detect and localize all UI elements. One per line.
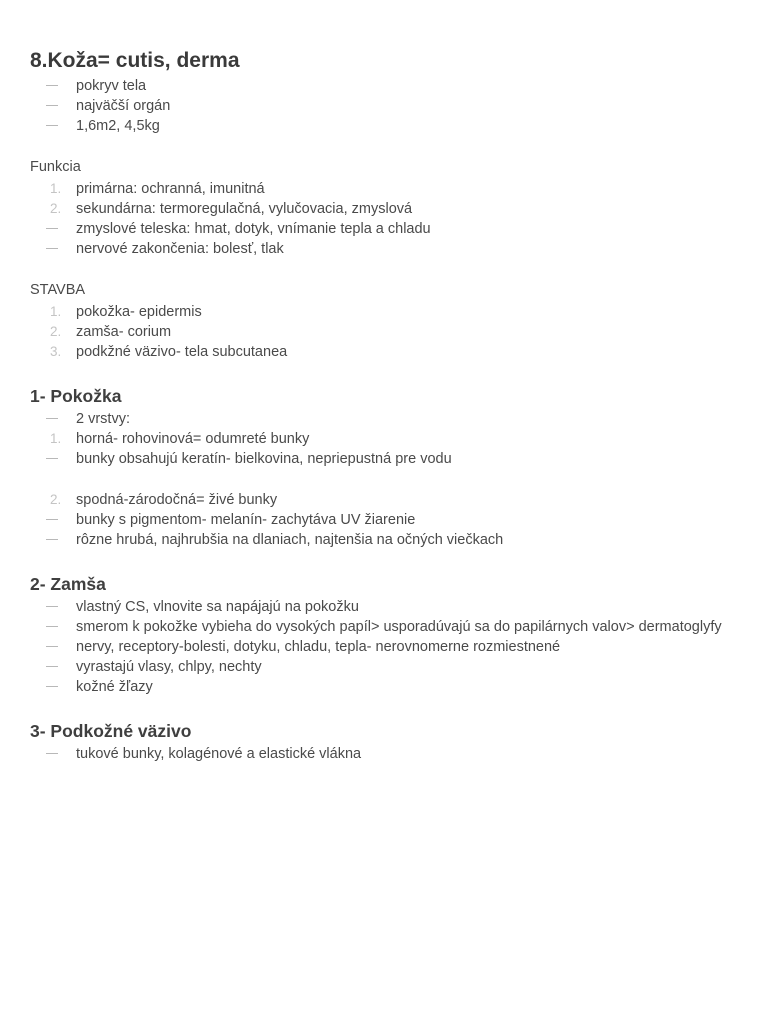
list-item [30,429,738,449]
podkozne-list [30,744,738,764]
stavba-list [30,302,738,362]
list-item [30,637,738,657]
list-item-text: smerom k pokožke vybieha do vysokých papíl> usporadúvajú sa do papilárnych valov> dermatoglyfy [76,619,722,635]
list-item-text: sekundárna: termoregulačná, vylučovacia, zmyslová [76,201,413,217]
list-number: 3. [50,344,62,359]
section-heading-zamsa: 2- Zamša [30,574,106,594]
list-item [30,76,738,96]
list-item-text: vlastný CS, vlnovite sa napájajú na pokožku [76,599,359,615]
list-item-text: pokožka- epidermis [76,304,202,320]
list-item [30,657,738,677]
spacer [30,362,738,384]
section-heading-pokozka: 1- Pokožka [30,386,122,406]
list-item [30,597,738,617]
list-item-text: horná- rohovinová= odumreté bunky [76,431,310,447]
list-item [30,617,738,637]
pokozka-list-a [30,409,738,469]
list-item [30,239,738,259]
list-item [30,199,738,219]
list-item [30,179,738,199]
list-item [30,409,738,429]
list-item [30,219,738,239]
list-item-text: primárna: ochranná, imunitná [76,181,265,197]
list-item [30,449,738,469]
list-item [30,322,738,342]
list-item-text: spodná-zárodočná= živé bunky [76,492,278,508]
list-item [30,116,738,136]
list-item-text: bunky s pigmentom- melanín- zachytáva UV žiarenie [76,512,416,528]
zamsa-list [30,597,738,697]
list-item-text: zamša- corium [76,324,172,340]
list-item [30,302,738,322]
list-item [30,510,738,530]
stavba-label: STAVBA [30,282,86,298]
list-number: 2. [50,324,62,339]
spacer [30,697,738,719]
list-item-text: bunky obsahujú keratín- bielkovina, nepriepustná pre vodu [76,451,452,467]
list-number: 1. [50,181,62,196]
list-item-text: najväčší orgán [76,98,171,114]
note-title: 8.Koža= cutis, derma [30,49,240,72]
list-item-text: pokryv tela [76,78,147,94]
funkcia-label: Funkcia [30,159,81,175]
list-item-text: 2 vrstvy: [76,411,130,427]
list-item-text: nervy, receptory-bolesti, dotyku, chladu, tepla- nerovnomerne rozmiestnené [76,639,561,655]
list-item-text: 1,6m2, 4,5kg [76,118,160,134]
list-item [30,490,738,510]
spacer [30,136,738,157]
list-item-text: kožné žľazy [76,679,153,695]
intro-list [30,76,738,136]
list-item [30,677,738,697]
spacer [30,550,738,572]
section-heading-podkozne: 3- Podkožné väzivo [30,721,192,741]
spacer [30,469,738,490]
list-item-text: zmyslové teleska: hmat, dotyk, vnímanie tepla a chladu [76,221,431,237]
spacer [30,259,738,280]
list-item-text: nervové zakončenia: bolesť, tlak [76,241,284,257]
list-item [30,96,738,116]
list-item-text: vyrastajú vlasy, chlpy, nechty [76,659,262,675]
list-item [30,342,738,362]
list-number: 1. [50,304,62,319]
pokozka-list-b [30,490,738,550]
list-number: 2. [50,201,62,216]
list-item-text: podkžné väzivo- tela subcutanea [76,344,288,360]
list-item [30,744,738,764]
list-item [30,530,738,550]
list-item-text: tukové bunky, kolagénové a elastické vlákna [76,746,362,762]
list-number: 1. [50,431,62,446]
list-item-text: rôzne hrubá, najhrubšia na dlaniach, najtenšia na očných viečkach [76,532,504,548]
funkcia-list [30,179,738,259]
list-number: 2. [50,492,62,507]
